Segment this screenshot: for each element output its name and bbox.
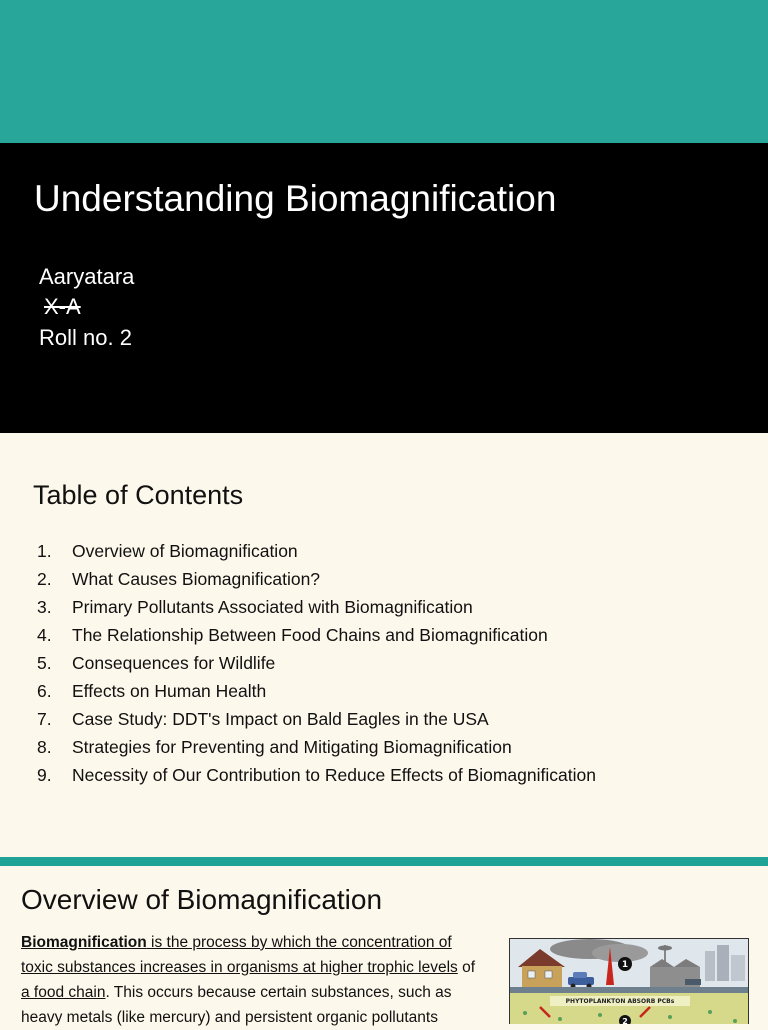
author-name: Aaryatara [39, 264, 135, 289]
step-marker-label: 2 [622, 1017, 628, 1024]
toc-item [37, 649, 596, 677]
toc-item-number: 9. [37, 764, 52, 785]
toc-item-number: 8. [37, 736, 52, 757]
illustration-svg [510, 939, 749, 1024]
paragraph-text: heavy metals (like mercury) and persistent organic pollutants [21, 1009, 438, 1026]
shoreline [510, 987, 749, 993]
overview-heading: Overview of Biomagnification [21, 884, 383, 915]
toc-item [37, 733, 596, 761]
definition-term-link[interactable] [21, 934, 452, 951]
paragraph-text: of [457, 959, 476, 976]
toc-item-text: The Relationship Between Food Chains and Biomagnification [72, 624, 548, 645]
overview-paragraph [21, 930, 505, 1030]
figure-caption: PHYTOPLANKTON ABSORB PCBs [565, 998, 675, 1005]
presentation-title: Understanding Biomagnification [34, 178, 557, 219]
toc-item-number: 2. [37, 568, 52, 589]
toc-item-number: 3. [37, 596, 52, 617]
toc-item-text: Effects on Human Health [72, 680, 267, 701]
toc-item-text: Consequences for Wildlife [72, 652, 276, 673]
toc-list [37, 537, 596, 789]
toc-item-text: What Causes Biomagnification? [72, 568, 321, 589]
toc-item [37, 621, 596, 649]
biomagnification-illustration [509, 938, 749, 1024]
toc-item-number: 4. [37, 624, 52, 645]
toc-item [37, 705, 596, 733]
toc-item-number: 5. [37, 652, 52, 673]
trophic-levels-link[interactable]: toxic substances increases in organisms at higher trophic levels [21, 959, 458, 976]
toc-item-text: Overview of Biomagnification [72, 540, 298, 561]
toc-item-text: Primary Pollutants Associated with Biomagnification [72, 596, 473, 617]
toc-item [37, 565, 596, 593]
step-marker-label: 1 [621, 960, 629, 970]
toc-item-number: 1. [37, 540, 52, 561]
toc-item-text: Case Study: DDT's Impact on Bald Eagles in the USA [72, 708, 489, 729]
header-teal-band [0, 0, 768, 143]
toc-heading: Table of Contents [33, 480, 244, 510]
toc-item-number: 7. [37, 708, 52, 729]
toc-item-number: 6. [37, 680, 52, 701]
paragraph-text: . This occurs because certain substances, such as [105, 984, 452, 1001]
toc-item [37, 761, 596, 789]
definition-term: Biomagnification [21, 934, 147, 951]
roll-number: Roll no. 2 [39, 325, 132, 350]
food-chain-link[interactable]: a food chain [21, 984, 106, 1001]
section-divider [0, 857, 768, 866]
definition-text: is the process by which the concentration of [146, 934, 452, 951]
class-label: X-A [44, 294, 81, 319]
toc-item [37, 593, 596, 621]
toc-item-text: Strategies for Preventing and Mitigating Biomagnification [72, 736, 512, 757]
toc-item-text: Necessity of Our Contribution to Reduce Effects of Biomagnification [72, 764, 596, 785]
toc-item [37, 677, 596, 705]
toc-item [37, 537, 596, 565]
